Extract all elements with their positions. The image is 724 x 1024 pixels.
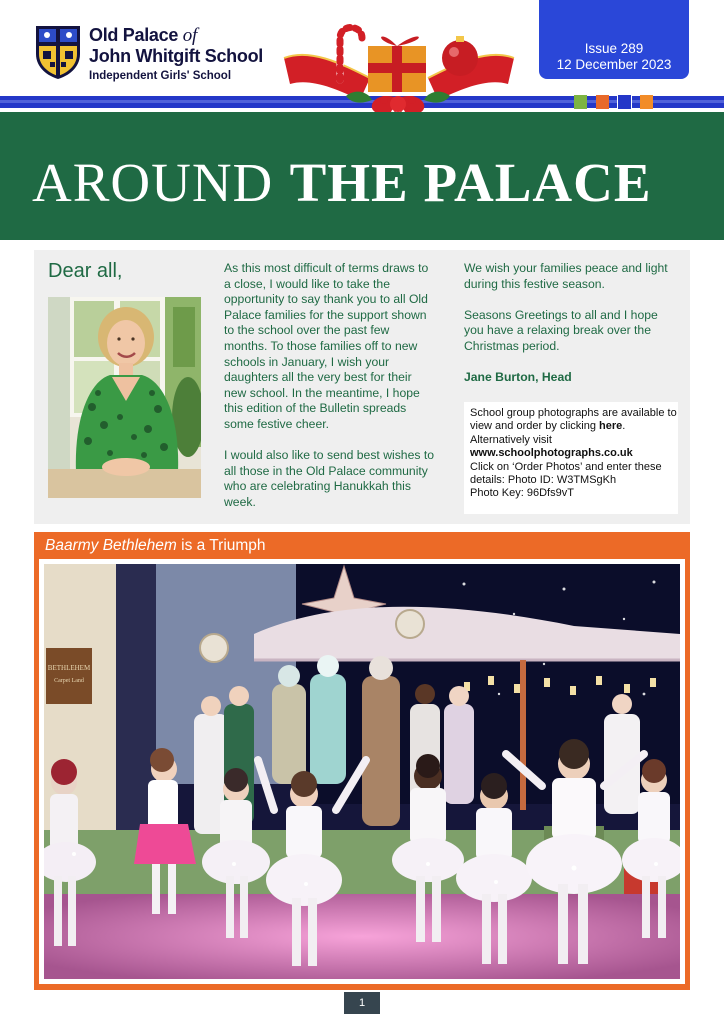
title-bold: THE PALACE xyxy=(289,152,652,213)
issue-number: Issue 289 xyxy=(584,41,644,56)
notice-photo-key: Photo Key: 96Dfs9vT xyxy=(470,487,574,500)
letter-paragraph-hanukkah: I would also like to send best wishes to all those in the Old Palace community who are celebrating Hanukkah this week. xyxy=(224,448,435,509)
article-title-rest: is a Triumph xyxy=(176,537,266,554)
notice-text-3: Click on ‘Order Photos’ and enter these details: Photo ID: W3TMSgKh xyxy=(470,460,662,487)
notice-website-link[interactable]: www.schoolphotographs.co.uk xyxy=(470,447,633,460)
letter-paragraph-thanks: As this most difficult of terms draws to a close, I would like to take the opportunity to say thank you to all Old Palace families for the support shown to the school over the past few months. To those families off to new schools in January, I wish your daughters all the very best for their new school. In the meantime, I hope this edition of the Bulletin spreads some festive cheer. xyxy=(224,261,429,431)
issue-date: 12 December 2023 xyxy=(556,57,672,72)
title-banner xyxy=(0,112,724,240)
newsletter-title xyxy=(32,150,652,215)
article-title-italic: Baarmy Bethlehem xyxy=(45,537,177,554)
letter-signature: Jane Burton, Head xyxy=(464,370,572,385)
nativity-article xyxy=(34,532,690,990)
letter-paragraph-greetings: Seasons Greetings to all and I hope you have a relaxing break over the Christmas period. xyxy=(464,307,658,353)
accent-square-green xyxy=(574,95,587,109)
article-title xyxy=(45,536,266,556)
accent-square-amber xyxy=(640,95,653,109)
letter-greeting: Dear all, xyxy=(48,260,123,282)
accent-square-orange xyxy=(596,95,609,109)
accent-square-blue xyxy=(618,95,631,109)
school-name xyxy=(89,25,263,84)
school-crest-icon xyxy=(34,24,82,80)
head-letter xyxy=(34,250,690,524)
letter-paragraph-peace: We wish your families peace and light during this festive season. xyxy=(464,261,668,291)
stage-sign-line1: BETHLEHEM xyxy=(47,664,91,672)
stage-sign-line2: Carpet Land xyxy=(54,678,84,684)
title-light: AROUND xyxy=(32,152,274,213)
school-name-line2: John Whitgift School xyxy=(89,46,263,66)
letter-column-right xyxy=(464,261,678,401)
head-portrait xyxy=(48,297,201,498)
letter-column-middle xyxy=(224,261,436,526)
head-portrait-image xyxy=(48,297,201,498)
notice-text-2: . Alternatively visit xyxy=(470,420,626,446)
nativity-photo xyxy=(39,559,685,984)
masthead xyxy=(0,0,724,112)
page-number: 1 xyxy=(344,992,380,1014)
school-name-of: of xyxy=(182,25,197,46)
school-subtitle: Independent Girls' School xyxy=(89,70,232,82)
notice-text-1: School group photographs are available to view and order by clicking xyxy=(470,407,677,433)
nativity-photo-image xyxy=(44,564,680,979)
issue-badge xyxy=(539,0,689,79)
photo-order-notice xyxy=(464,402,678,514)
notice-here-link[interactable]: here xyxy=(599,420,623,433)
school-name-line1: Old Palace xyxy=(89,25,179,45)
